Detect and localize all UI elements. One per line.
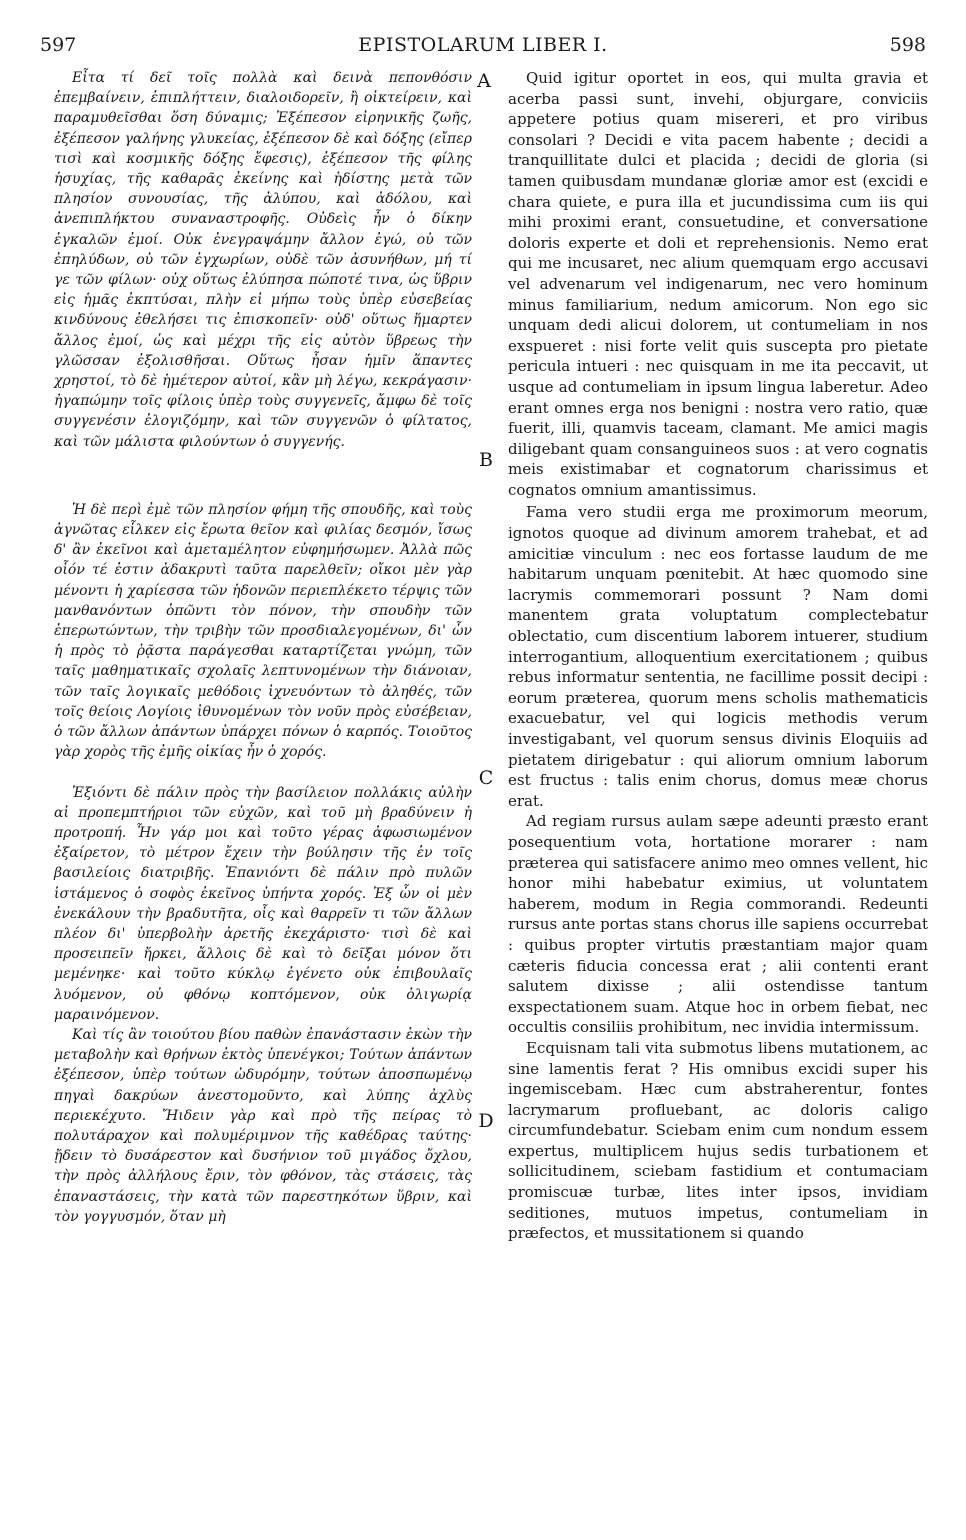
section-marker-d: D	[478, 1110, 494, 1132]
running-title: EPISTOLARUM LIBER I.	[358, 34, 608, 56]
latin-paragraph: Quid igitur oportet in eos, qui multa gravia et acerba passi sunt, invehi, objurgare, conviciis appetere potius quam misereri, et pro viribus consolari ? Decidi e vita pacem habente ; decidi a tranquillitate dulci et placida ; decidi de gloria (si tamen quibusdam mundanæ gloriæ amor est (excidi e chara quiete, e pura illa et jucundissima cum iis qui mihi proximi erant, consuetudine, et conversatione doloris experte et doli et reprehensionis. Nemo erat qui me incusaret, nec alium quemquam ergo accusavi vel advenarum vel indigenarum, nec vero hominum minus familiarium, nedum amicorum. Non ego sic unquam dedi alicui dolorem, ut contumeliam in nos exspueret : nisi forte velit quis suscepta pro pietate pericula intueri : nec quisquam in me ita peccavit, ut usque ad contumeliam in ipsum lingua laberetur. Adeo erant omnes erga nos benigni : nostra vero ratio, quæ fuerit, illi, quamvis taceam, clamant. Me amici magis diligebant quam consanguineos suos : at vero cognatis meis existimabar et cognatorum charissimus et cognatos omnium amantissimus.	[508, 69, 928, 499]
section-marker-a: A	[477, 70, 491, 92]
section-marker-b: B	[479, 449, 493, 471]
section-marker-c: C	[478, 767, 494, 789]
latin-paragraph: Ad regiam rursus aulam sæpe adeunti præsto erant posequentium vota, hortatione morarer : nam præterea qui satisfacere animo meo omnes vellent, hic honor mihi habebatur eximius, ut voluntatem haberem, modum in Regia commorandi. Redeunti rursus ante portas stans chorus ille sapiens occurrebat : quibus propter virtutis præstantiam major quam cæteris fiducia concessa erat ; alii contenti erant salutem dixisse ; alii ostendisse tantum exspectationem suam. Atque hoc in orbem fiebat, nec occultis consiliis prohibitum, nec invidia intermissum.	[508, 812, 928, 1037]
running-header	[40, 34, 926, 60]
latin-paragraph: Fama vero studii erga me proximorum meorum, ignotos quoque ad divinum amorem trahebat, et ad amicitiæ vinculum : nec eos fortasse laudum de me habitarum unquam pœnitebit. At hæc quomodo sine lacrymis commemorari possunt ? Nam domi manentem grata voluptatum complectebatur oblectatio, cum discentium laborem intuerer, studium interrogantium, alloquentium exercitationem ; quibus rebus informatur sententia, ne facillime possit decipi : eorum præterea, quorum mens scholis mathematicis exacuebatur, vel qui logicis methodis verum investigabant, vel quorum sensus divinis Eloquiis ad pietatem dirigebatur : qui aliorum omnium laborum est fructus : talis enim chorus, domus meæ chorus erat.	[508, 503, 928, 810]
latin-column	[508, 68, 928, 1244]
greek-paragraph: Εἶτα τί δεῖ τοῖς πολλὰ καὶ δεινὰ πεπονθόσιν ἐπεμβαίνειν, ἐπιπλήττειν, διαλοιδορεῖν, ἢ οἰκτείρειν, καὶ παραμυθεῖσθαι ὅση δύναμις; Ἐξέπεσον εἰρηνικῆς ζωῆς, ἐξέπεσον γαλήνης γλυκείας, ἐξέπεσον δὲ καὶ δόξης (εἴπερ τισὶ καὶ κοσμικῆς δόξης ἔφεσις), ἐξέπεσον τῆς φίλης ἡσυχίας, τῆς καθαρᾶς ἐκείνης καὶ ἡδίστης μετὰ τῶν πλησίον συνουσίας, τῆς ἀλύπου, καὶ ἀδόλου, καὶ ἀνεπιπλήκτου συναναστροφῆς. Οὐδεὶς ἦν ὁ δίκην ἐγκαλῶν ἐμοί. Οὐκ ἐνεγραψάμην ἄλλον ἐγώ, οὐ τῶν ἐπηλύδων, οὐ τῶν ἐγχωρίων, οὐδὲ τῶν ἀσυνήθων, μή τί γε τῶν φίλων· οὐχ οὕτως ἐλύπησα πώποτέ τινα, ὡς ὕβριν εἰς ἡμᾶς ἐκπτύσαι, πλὴν εἰ μήπω τοὺς ὑπὲρ εὐσεβείας κινδύνους ἐθελήσει τις ἐπισκοπεῖν· οὐδ' οὕτως ἥμαρτεν ἄλλος ἐμοί, ὡς καὶ μέχρι τῆς εἰς αὐτὸν ὕβρεως τὴν γλῶσσαν ἐξολισθῆσαι. Οὕτως ἦσαν ἡμῖν ἅπαντες χρηστοί, τὸ δὲ ἡμέτερον αὐτοί, κἂν μὴ λέγω, κεκράγασιν· ἠγαπώμην τοῖς φίλοις ὑπὲρ τοὺς συγγενεῖς, ἄμφω δὲ τοῖς συγγενέσιν ἐλογιζόμην, καὶ τῶν συγγενῶν ὁ φίλτατος, καὶ τῶν μάλιστα φιλούντων ὁ συγγενής.	[54, 70, 472, 450]
page-number-right: 598	[889, 34, 926, 56]
greek-paragraph: Καὶ τίς ἂν τοιούτου βίου παθὼν ἐπανάστασιν ἑκὼν τὴν μεταβολὴν καὶ θρήνων ἐκτὸς ὑπενέγκοι; Τούτων ἁπάντων ἐξέπεσον, ὑπὲρ τούτων ὠδυρόμην, τούτων ἀποσπωμένῳ πηγαὶ δακρύων ἀνεστομοῦντο, καὶ λύπης ἀχλὺς περιεκέχυτο. Ἤιδειν γὰρ καὶ πρὸ τῆς πείρας τὸ πολυτάραχον καὶ πολυμέριμνον τῆς καθέδρας ταύτης· ᾔδειν τὸ δυσάρεστον καὶ δυσήνιον τοῦ μιγάδος ὄχλου, τὴν πρὸς ἀλλήλους ἔριν, τὸν φθόνον, τὰς στάσεις, τὰς ἐπαναστάσεις, τὴν κατὰ τῶν παρεστηκότων ὕβριν, καὶ τὸν γογγυσμόν, ὅταν μὴ	[54, 1026, 472, 1225]
greek-column	[54, 68, 472, 1227]
page-number-left: 597	[40, 34, 77, 56]
greek-paragraph: Ἡ δὲ περὶ ἐμὲ τῶν πλησίον φήμη τῆς σπουδῆς, καὶ τοὺς ἀγνῶτας εἷλκεν εἰς ἔρωτα θεῖον καὶ φιλίας δεσμόν, ἴσως δ' ἂν ἐκεῖνοι καὶ ἀμεταμέλητον εὐφημήσωμεν. Ἀλλὰ πῶς οἷόν τέ ἐστιν ἀδακρυτὶ ταῦτα παρελθεῖν; οἴκοι μὲν γὰρ μένοντι ἡ χαρίεσσα τῶν ἡδονῶν περιεπλέκετο τέρψις τῶν μανθανόντων ὁπῶντι τὸν πόνον, τὴν σπουδὴν τῶν ἐπερωτώντων, τὴν τριβὴν τῶν προσδιαλεγομένων, δι' ὧν ἡ πρὸς τὸ ῥᾷστα παράγεσθαι καταρτίζεται γνώμη, τῶν ταῖς μαθηματικαῖς σχολαῖς λεπτυνομένων τὴν διάνοιαν, τῶν ταῖς λογικαῖς μεθόδοις ἰχνευόντων τὸ ἀληθές, τῶν τοῖς θείοις Λογίοις ἰθυνομένων τὸν νοῦν πρὸς εὐσέβειαν, ὁ τῶν ἄλλων ἁπάντων ὑπάρχει πόνων ὁ καρπός. Τοιοῦτος γὰρ χορὸς τῆς ἐμῆς οἰκίας ἦν ὁ χορός.	[54, 501, 472, 761]
latin-paragraph: Ecquisnam tali vita submotus libens mutationem, ac sine lamentis ferat ? His omnibus excidi super his ingemiscebam. Hæc cum abstraherentur, fontes lacrymarum profluebant, ac doloris caligo circumfundebatur. Sciebam enim cum nondum essem expertus, multiplicem hujus sedis turbationem et sollicitudinem, sciebam fastidium et contumaciam promiscuæ turbæ, lites inter ipsos, invidiam seditiones, mutuos impetus, contumeliam in præfectos, et mussitationem si quando	[508, 1038, 928, 1243]
greek-paragraph: Ἐξιόντι δὲ πάλιν πρὸς τὴν βασίλειον πολλάκις αὐλὴν αἱ προπεμπτήριοι τῶν εὐχῶν, καὶ τοῦ μὴ βραδύνειν ἡ προτροπή. Ἦν γάρ μοι καὶ τοῦτο γέρας ἀφωσιωμένον ἐξαίρετον, τὸ μέτρον ἔχειν τὴν βούλησιν τῆς ἐν τοῖς βασιλείοις διατριβῆς. Ἐπανιόντι δὲ πάλιν πρὸ πυλῶν ἱστάμενος ὁ σοφὸς ἐκεῖνος ὑπήντα χορός. Ἐξ ὧν οἱ μὲν ἐνεκάλουν τὴν βραδυτῆτα, οἷς καὶ θαρρεῖν τι τῶν ἄλλων πλέον δι' ὑπερβολὴν ἀρετῆς ἐκεχάριστο· τισὶ δὲ καὶ προσειπεῖν ἤρκει, ἄλλοις δὲ καὶ τὸ δεῖξαι μόνον ὅτι μεμένηκε· καὶ τοῦτο κύκλῳ ἐγένετο οὐκ ἐπιβουλαῖς λυόμενον, οὐ φθόνῳ κοπτόμενον, οὐκ ὀλιγωρίᾳ μαραινόμενον.	[54, 784, 472, 1023]
